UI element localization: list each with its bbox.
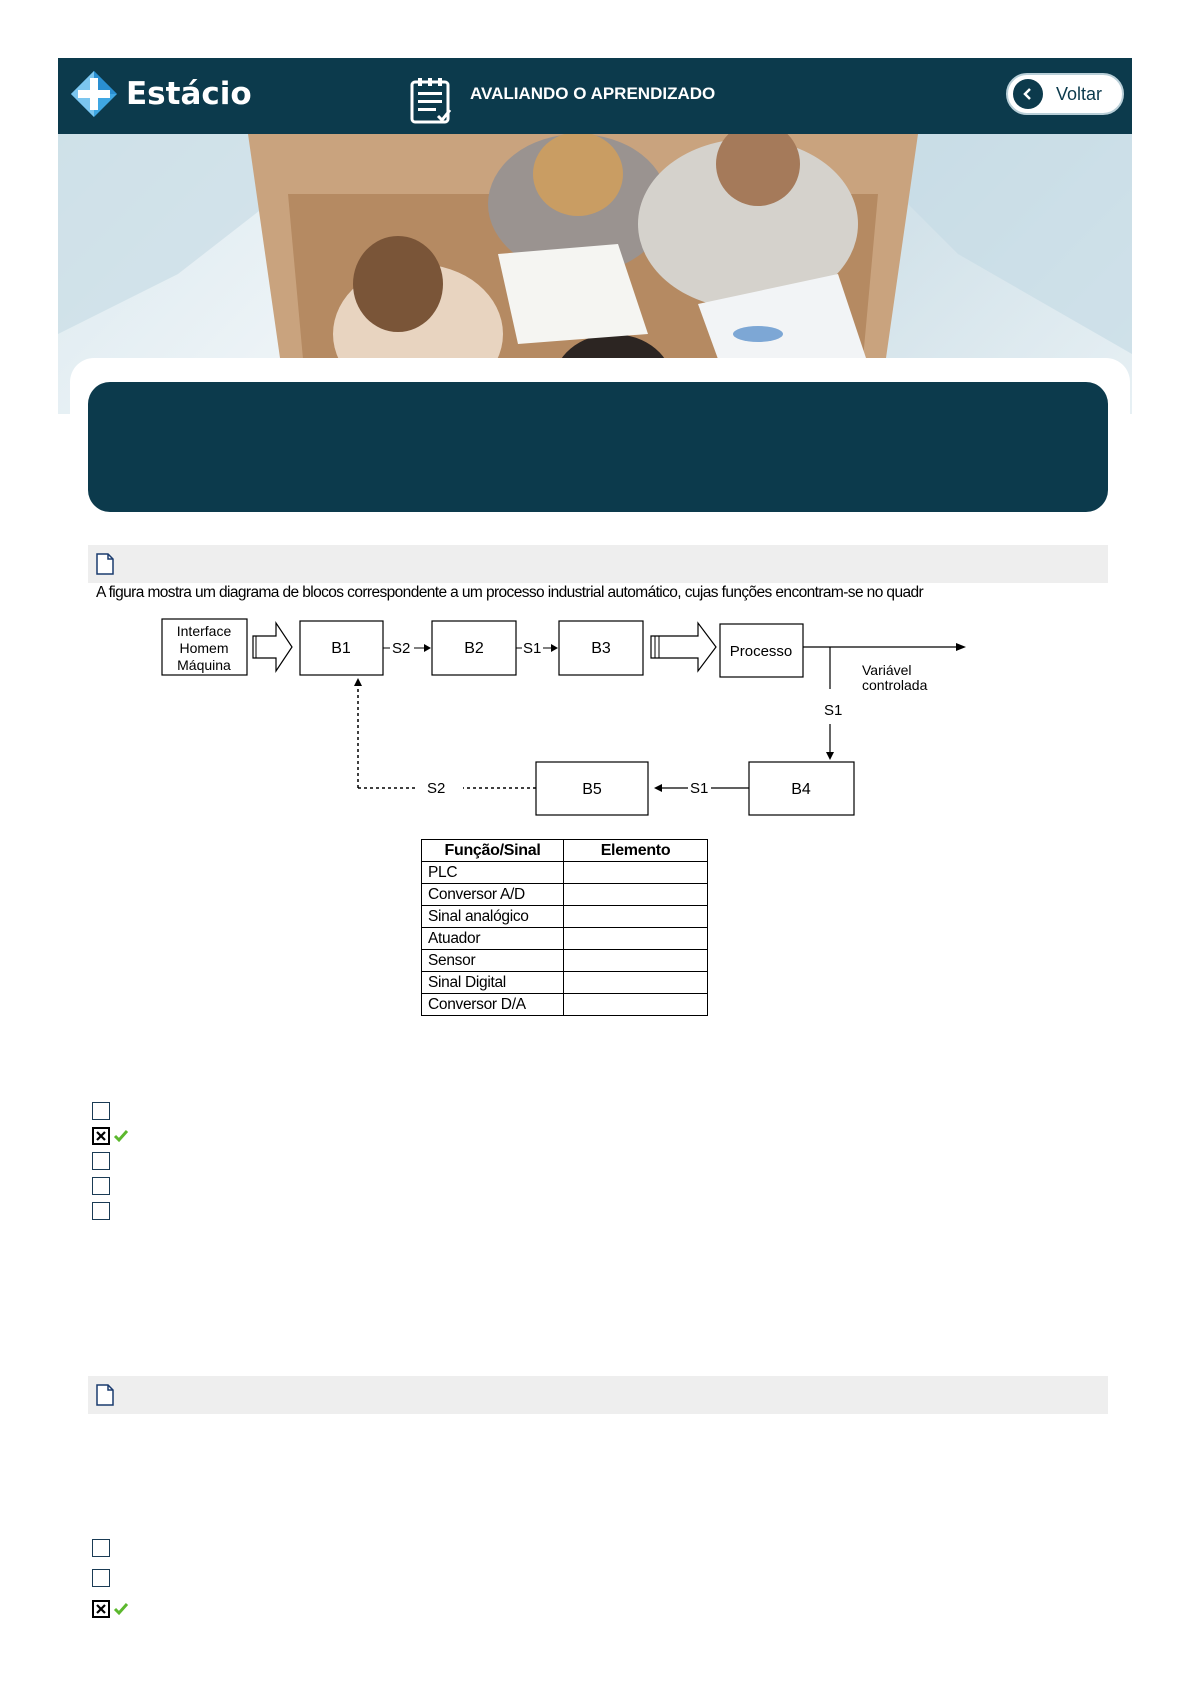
q1-option-d[interactable]: [92, 1177, 110, 1195]
question-1-text: A figura mostra um diagrama de blocos correspondente a um processo industrial automático, cujas funções encontram-se no quadr: [96, 584, 924, 601]
signal-s1-right: S1: [824, 702, 843, 719]
block-b2: B2: [464, 640, 484, 657]
variavel-line-2: controlada: [862, 677, 928, 693]
row-label: Sensor: [422, 950, 564, 972]
row-element: [564, 994, 708, 1016]
table-row: [422, 928, 708, 950]
row-element: [564, 906, 708, 928]
q2-option-b-checkbox[interactable]: [92, 1569, 110, 1587]
signal-s2-top: S2: [392, 640, 411, 657]
q1-option-a[interactable]: [92, 1102, 110, 1120]
row-element: [564, 884, 708, 906]
summary-bar: [88, 382, 1108, 512]
q1-option-e[interactable]: [92, 1202, 110, 1220]
block-processo: Processo: [729, 643, 793, 660]
hmi-line-3: Máquina: [177, 657, 231, 673]
block-b3: B3: [591, 640, 611, 657]
table-header-elemento: Elemento: [564, 840, 708, 862]
table-row: [422, 884, 708, 906]
correct-check-icon: [113, 1602, 129, 1616]
clipboard-checklist-icon: [408, 76, 456, 126]
estacio-logo[interactable]: [70, 70, 252, 118]
q2-option-b[interactable]: [92, 1569, 110, 1587]
function-table: [421, 839, 708, 1016]
table-row: [422, 906, 708, 928]
x-mark-icon: [96, 1131, 106, 1141]
table-row: [422, 950, 708, 972]
hmi-line-1: Interface: [176, 623, 232, 639]
block-b4: B4: [791, 781, 811, 798]
signal-s2-bottom: S2: [427, 780, 446, 797]
row-label: Atuador: [422, 928, 564, 950]
top-header: [58, 58, 1132, 134]
header-title: [408, 76, 715, 126]
brand-name: Estácio: [126, 76, 252, 112]
estacio-diamond-icon: [70, 70, 118, 118]
row-label: Conversor D/A: [422, 994, 564, 1016]
row-label: Sinal Digital: [422, 972, 564, 994]
q1-option-c[interactable]: [92, 1152, 110, 1170]
q1-option-a-checkbox[interactable]: [92, 1102, 110, 1120]
q1-option-c-checkbox[interactable]: [92, 1152, 110, 1170]
block-diagram: [150, 612, 970, 827]
q1-option-e-checkbox[interactable]: [92, 1202, 110, 1220]
back-button[interactable]: [1006, 73, 1124, 115]
table-row: [422, 862, 708, 884]
document-icon: [96, 1384, 114, 1406]
signal-s1-top: S1: [523, 640, 542, 657]
q2-option-c[interactable]: [92, 1600, 129, 1618]
table-row: [422, 972, 708, 994]
row-element: [564, 928, 708, 950]
x-mark-icon: [96, 1604, 106, 1614]
table-header-funcao: Função/Sinal: [422, 840, 564, 862]
document-icon: [96, 553, 114, 575]
q2-option-a-checkbox[interactable]: [92, 1539, 110, 1557]
row-element: [564, 862, 708, 884]
table-row: [422, 994, 708, 1016]
question-2-header: [88, 1376, 1108, 1414]
variavel-line-1: Variável: [862, 662, 912, 678]
row-label: PLC: [422, 862, 564, 884]
page-title: AVALIANDO O APRENDIZADO: [470, 84, 716, 103]
block-b5: B5: [582, 781, 602, 798]
q1-option-d-checkbox[interactable]: [92, 1177, 110, 1195]
signal-s1-bottom: S1: [690, 780, 709, 797]
row-element: [564, 972, 708, 994]
question-1-header: [88, 545, 1108, 583]
row-label: Conversor A/D: [422, 884, 564, 906]
hmi-line-2: Homem: [179, 640, 229, 656]
correct-check-icon: [113, 1129, 129, 1143]
block-b1: B1: [331, 640, 351, 657]
row-element: [564, 950, 708, 972]
q2-option-a[interactable]: [92, 1539, 110, 1557]
q2-option-c-checkbox[interactable]: [92, 1600, 110, 1618]
q1-option-b[interactable]: [92, 1127, 129, 1145]
row-label: Sinal analógico: [422, 906, 564, 928]
chevron-left-icon: [1013, 79, 1043, 109]
q1-option-b-checkbox[interactable]: [92, 1127, 110, 1145]
back-button-label: Voltar: [1056, 83, 1103, 104]
